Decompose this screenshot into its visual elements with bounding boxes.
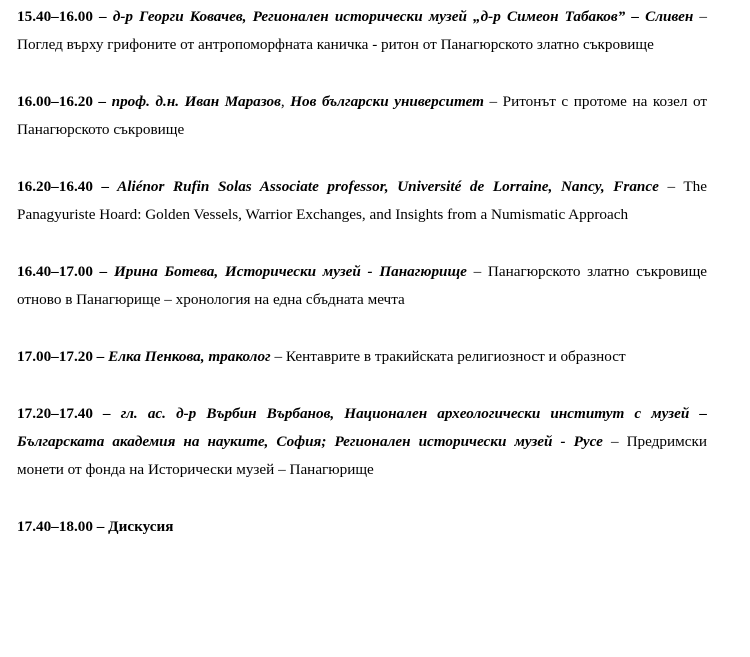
program-entry <box>17 400 707 484</box>
program-list <box>17 3 707 541</box>
program-entry <box>17 258 707 314</box>
entry-speaker: – Aliénor Rufin Solas Associate professor, Université de Lorraine, Nancy, France <box>92 178 659 195</box>
entry-title: – Ритонът с протоме на козел от Панагюрското съкровище <box>17 93 708 138</box>
program-entry <box>17 513 707 541</box>
entry-time: 17.40–18.00 <box>17 518 93 535</box>
entry-time: 15.40–16.00 <box>17 8 93 25</box>
entry-title: – The Panagyuriste Hoard: Golden Vessels, Warrior Exchanges, and Insights from a Numismatic Approach <box>17 178 707 223</box>
entry-speaker: – проф. д.н. Иван Маразов <box>92 93 281 110</box>
entry-speaker: – Елка Пенкова, траколог <box>92 348 271 365</box>
entry-speaker: – д-р Георги Ковачев, Регионален исторически музей „д-р Симеон Табаков” – Сливен <box>92 8 694 25</box>
program-entry <box>17 88 707 144</box>
entry-title: – Панагюрското златно съкровище отново в Панагюрище – хронология на една сбъдната мечта <box>17 263 707 308</box>
entry-time: 16.40–17.00 <box>17 263 93 280</box>
program-entry <box>17 343 707 371</box>
entry-closing: – Дискусия <box>92 518 174 535</box>
entry-speaker: – Ирина Ботева, Исторически музей - Панагюрище <box>92 263 467 280</box>
program-entry <box>17 3 707 59</box>
entry-affiliation: Нов български университет <box>290 93 484 110</box>
entry-time: 16.00–16.20 <box>17 93 93 110</box>
entry-time: 16.20–16.40 <box>17 178 93 195</box>
entry-speaker: – гл. ас. д-р Върбин Върбанов, Национален археологически институт с музей – Българската академия на науките, София; Регионален исторически музей - Русе <box>17 405 707 450</box>
entry-time: 17.00–17.20 <box>17 348 93 365</box>
entry-separator: , <box>280 93 291 110</box>
entry-title: – Поглед върху грифоните от антропоморфната каничка - ритон от Панагюрското златно съкровище <box>17 8 708 53</box>
program-entry <box>17 173 707 229</box>
entry-title: – Предримски монети от фонда на Исторически музей – Панагюрище <box>17 433 707 478</box>
entry-time: 17.20–17.40 <box>17 405 93 422</box>
entry-title: – Кентаврите в тракийската религиозност и образност <box>270 348 626 365</box>
